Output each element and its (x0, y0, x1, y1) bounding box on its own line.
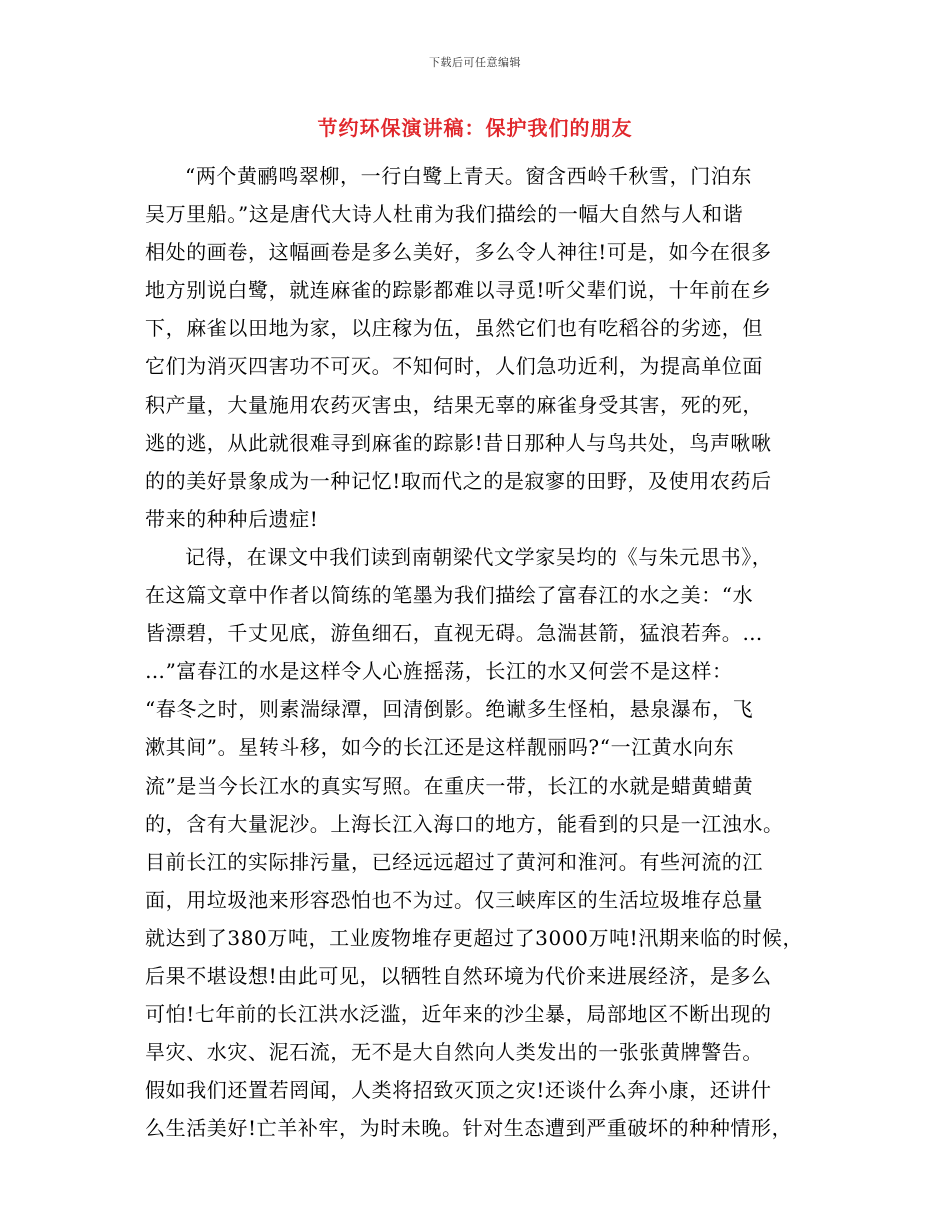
paragraph-line: 的的美好景象成为一种记忆!取而代之的是寂寥的田野，及使用农药后 (145, 468, 772, 493)
paragraph-line: “两个黄鹂鸣翠柳，一行白鹭上青天。窗含西岭千秋雪，门泊东 (185, 164, 753, 188)
paragraph-line: 就达到了380万吨，工业废物堆存更超过了3000万吨!汛期来临的时候， (145, 925, 804, 950)
paragraph-line: 的，含有大量泥沙。上海长江入海口的地方，能看到的只是一江浊水。 (145, 811, 784, 836)
paragraph-line: “春冬之时，则素湍绿潭，回清倒影。绝谳多生怪柏，悬泉瀑布，飞 (145, 697, 754, 722)
paragraph-line: 积产量，大量施用农药灭害虫，结果无辜的麻雀身受其害，死的死， (145, 392, 763, 417)
paragraph (145, 538, 825, 1148)
paragraph-line: …”富春江的水是这样令人心旌摇荡，长江的水又何尝不是这样： (145, 659, 733, 684)
document-body (145, 157, 825, 1147)
paragraph-line: 它们为消灭四害功不可灭。不知何时，人们急功近利，为提高单位面 (145, 354, 763, 379)
paragraph-line: 可怕!七年前的长江洪水泛滥，近年来的沙尘暴，局部地区不断出现的 (145, 1002, 772, 1027)
paragraph-line: 假如我们还置若罔闻，人类将招致灭顶之灾!还谈什么奔小康，还讲什 (145, 1078, 772, 1103)
header-note: 下载后可任意编辑 (429, 56, 521, 69)
paragraph-line: 记得，在课文中我们读到南朝梁代文学家吴均的《与朱元思书》， (185, 544, 773, 569)
paragraph-line: 流”是当今长江水的真实写照。在重庆一带，长江的水就是蜡黄蜡黄 (145, 773, 754, 798)
paragraph-line: 逃的逃，从此就很难寻到麻雀的踪影!昔日那种人与鸟共处，鸟声啾啾 (145, 430, 772, 455)
document-title: 节约环保演讲稿：保护我们的朋友 (317, 116, 633, 140)
paragraph-line: 相处的画卷，这幅画卷是多么美好，多么令人神往!可是，如今在很多 (145, 240, 772, 265)
paragraph-line: 旱灾、水灾、泥石流，无不是大自然向人类发出的一张张黄牌警告。 (145, 1040, 763, 1065)
paragraph-line: 漱其间”。星转斗移，如今的长江还是这样靓丽吗?“一江黄水向东 (145, 735, 735, 760)
paragraph-line: 后果不堪设想!由此可见，以牺牲自然环境为代价来进展经济，是多么 (145, 963, 772, 988)
paragraph-line: 地方别说白鹭，就连麻雀的踪影都难以寻觅!听父辈们说，十年前在乡 (145, 278, 772, 303)
paragraph-line: 么生活美好!亡羊补牢，为时未晚。针对生态遭到严重破坏的种种情形， (145, 1116, 793, 1141)
paragraph-line: 在这篇文章中作者以简练的笔墨为我们描绘了富春江的水之美：“水 (145, 583, 754, 608)
paragraph-line: 带来的种种后遗症! (145, 506, 319, 531)
paragraph (145, 157, 825, 538)
paragraph-line: 皆漂碧，千丈见底，游鱼细石，直视无碍。急湍甚箭，猛浪若奔。… (145, 621, 763, 646)
paragraph-line: 下，麻雀以田地为家，以庄稼为伍，虽然它们也有吃稻谷的劣迹，但 (145, 316, 763, 341)
paragraph-line: 吴万里船。”这是唐代大诗人杜甫为我们描绘的一幅大自然与人和谐 (145, 202, 744, 227)
paragraph-line: 面，用垃圾池来形容恐怕也不为过。仅三峡库区的生活垃圾堆存总量 (145, 887, 763, 912)
paragraph-line: 目前长江的实际排污量，已经远远超过了黄河和淮河。有些河流的江 (145, 849, 763, 874)
